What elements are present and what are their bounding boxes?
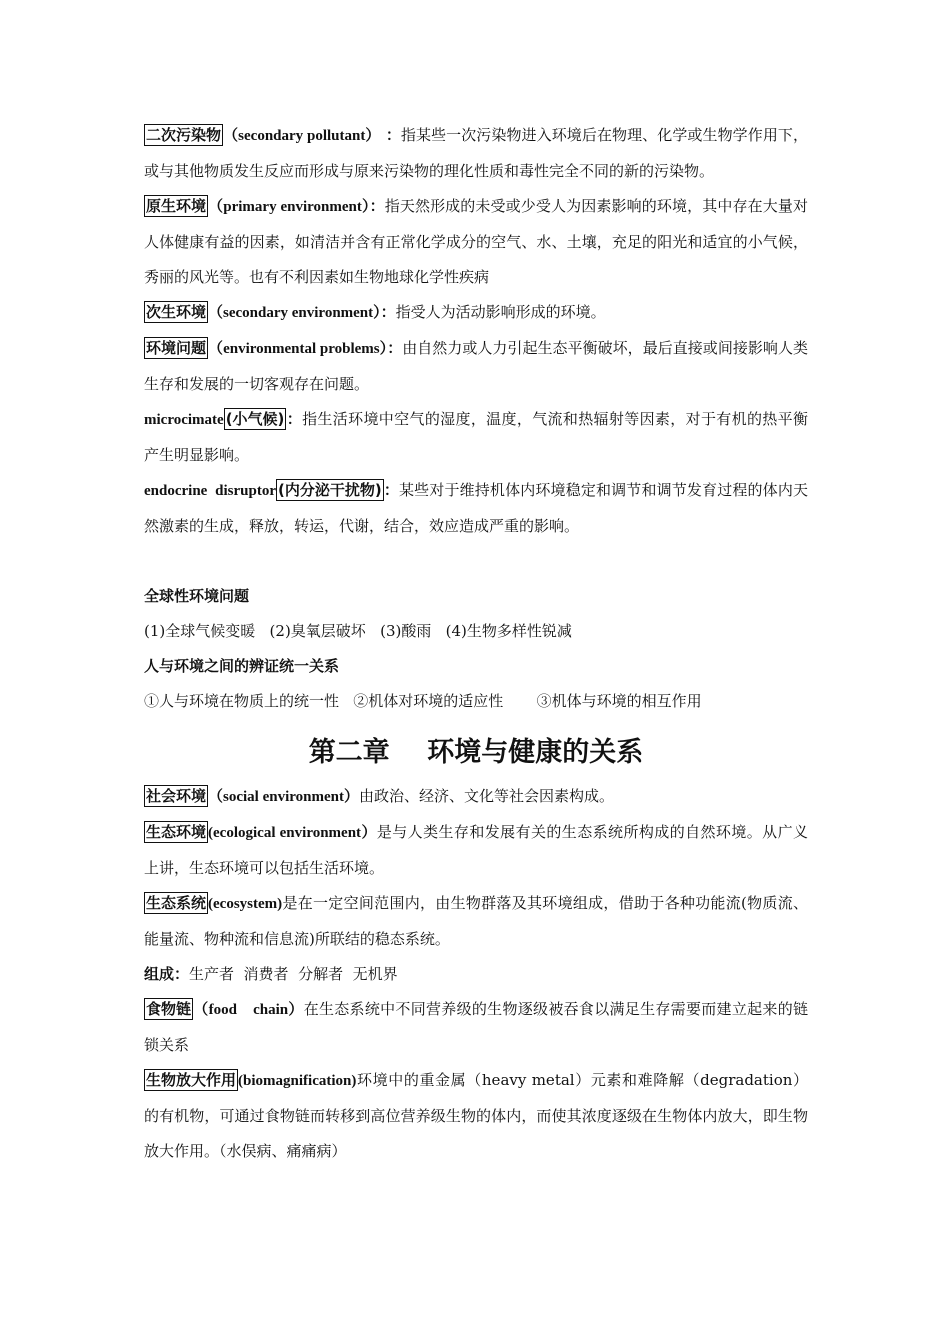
term-english: (ecological environment）	[208, 825, 377, 841]
definition-social-environment	[144, 779, 808, 815]
term-english: （secondary pollutant）	[223, 128, 381, 144]
term-box: (小气候)	[225, 410, 285, 428]
definition-text: 某些对于维持机体内环境稳定和调节和调节发育过程的体内天然激素的生成，释放，转运，代谢，结合，效应造成严重的影响。	[144, 481, 808, 535]
term-box: 生态系统	[146, 894, 207, 912]
term-box: 二次污染物	[146, 126, 222, 144]
composition-label: 组成：	[144, 965, 190, 983]
definition-text: 指天然形成的未受或少受人为因素影响的环境，其中存在大量对人体健康有益的因素，如清洁并含有正常化学成分的空气、水、土壤，充足的阳光和适宜的小气候，秀丽的风光等。也有不利因素如生物地球化学性疾病	[144, 197, 808, 286]
term-english: (ecosystem)	[208, 896, 283, 912]
term-box: 生态环境	[146, 823, 207, 841]
term-english: （environmental problems）	[208, 341, 388, 357]
definition-text: 指受人为活动影响形成的环境。	[395, 303, 606, 321]
term-separator: ：	[387, 339, 403, 357]
term-english: （social environment）	[208, 789, 359, 805]
term-box: 食物链	[146, 1000, 192, 1018]
definition-text: 是在一定空间范围内，由生物群落及其环境组成，借助于各种功能流(物质流、能量流、物种流和信息流)所联结的稳态系统。	[144, 894, 808, 948]
relationship-list: ①人与环境在物质上的统一性 ②机体对环境的适应性 ③机体与环境的相互作用	[144, 692, 702, 710]
definition-secondary-environment	[144, 295, 808, 331]
definition-endocrine-disruptor	[144, 473, 808, 544]
global-issues-list: (1)全球气候变暖 (2)臭氧层破坏 (3)酸雨 (4)生物多样性锐减	[144, 622, 572, 640]
document-page	[144, 118, 808, 1169]
term-box: 次生环境	[146, 303, 207, 321]
term-separator: ：	[286, 410, 303, 428]
term-english: （secondary environment）	[208, 305, 381, 321]
definition-secondary-pollutant	[144, 118, 808, 189]
term-english: （primary environment）	[208, 199, 370, 215]
term-box: 环境问题	[146, 339, 207, 357]
term-english-prefix: microcimate	[144, 412, 224, 428]
term-english: （food chain）	[193, 1002, 304, 1018]
term-box: 原生环境	[146, 197, 207, 215]
term-separator: ：	[380, 303, 396, 321]
definition-ecosystem	[144, 886, 808, 957]
definition-ecological-environment	[144, 815, 808, 886]
definition-biomagnification	[144, 1063, 808, 1169]
definition-text: 由自然力或人力引起生态平衡破坏，最后直接或间接影响人类生存和发展的一切客观存在问题。	[144, 339, 808, 393]
definition-text: 是与人类生存和发展有关的生态系统所构成的自然环境。从广义上讲，生态环境可以包括生活环境。	[144, 823, 808, 877]
definition-text: 在生态系统中不同营养级的生物逐级被吞食以满足生存需要而建立起来的链锁关系	[144, 1000, 808, 1054]
term-box: 生物放大作用	[146, 1071, 237, 1089]
definition-text: 指某些一次污染物进入环境后在物理、化学或生物学作用下，或与其他物质发生反应而形成与原来污染物的理化性质和毒性完全不同的新的污染物。	[144, 126, 808, 180]
relationship-heading: 人与环境之间的辨证统一关系	[144, 657, 340, 675]
composition-text: 生产者 消费者 分解者 无机界	[189, 965, 398, 983]
term-english: (biomagnification)	[238, 1073, 357, 1089]
definition-primary-environment	[144, 189, 808, 295]
spacer	[144, 544, 808, 579]
definition-microclimate	[144, 402, 808, 473]
definition-food-chain	[144, 992, 808, 1063]
term-english-prefix: endocrine disruptor	[144, 483, 276, 499]
definition-text: 由政治、经济、文化等社会因素构成。	[358, 787, 614, 805]
term-box: 社会环境	[146, 787, 207, 805]
global-issues-heading: 全球性环境问题	[144, 587, 250, 605]
definition-environmental-problems	[144, 331, 808, 402]
term-separator: ：	[369, 197, 385, 215]
term-box: (内分泌干扰物)	[277, 481, 382, 499]
chapter-title: 第二章 环境与健康的关系	[308, 737, 644, 768]
composition-line	[144, 957, 808, 992]
definition-text: 指生活环境中空气的湿度，温度，气流和热辐射等因素，对于有机的热平衡产生明显影响。	[144, 410, 808, 464]
term-separator: ：	[380, 126, 401, 144]
definition-text: 环境中的重金属（heavy metal）元素和难降解（degradation）的有机物，可通过食物链而转移到高位营养级生物的体内，而使其浓度逐级在生物体内放大，即生物放大作用。（水俣病、痛痛病）	[144, 1071, 808, 1160]
term-separator: ：	[383, 481, 400, 499]
